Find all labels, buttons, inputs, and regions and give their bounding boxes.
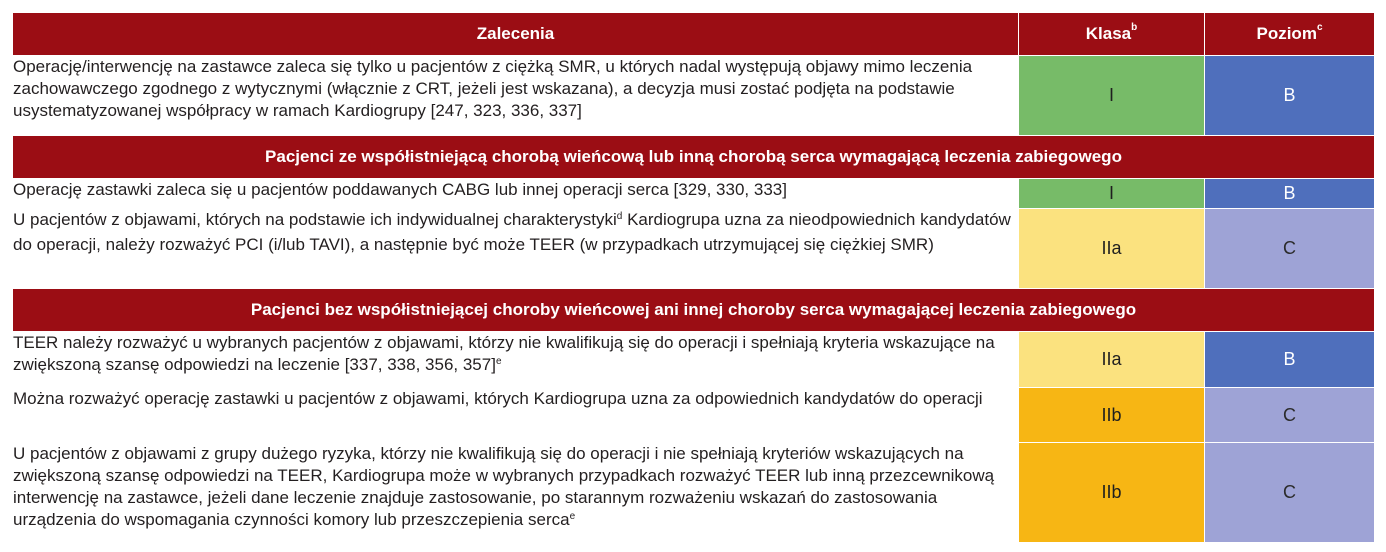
- table-header-row: [13, 13, 1375, 56]
- section-header-row: [13, 136, 1375, 179]
- table-row: [13, 443, 1375, 543]
- table-row: [13, 388, 1375, 443]
- level-cell: C: [1205, 443, 1375, 543]
- level-cell: B: [1205, 332, 1375, 388]
- header-class: Klasa$^b$: [1019, 13, 1205, 56]
- recommendations-table: [12, 12, 1375, 543]
- section-title: Pacjenci bez współistniejącej choroby wieńcowej ani innej choroby serca wymagającej leczenia zabiegowego: [13, 289, 1375, 332]
- recommendation-text: Można rozważyć operację zastawki u pacjentów z objawami, których Kardiogrupa uzna za odpowiednich kandydatów do operacji: [13, 388, 1019, 443]
- level-cell: C: [1205, 388, 1375, 443]
- table-row: [13, 209, 1375, 289]
- recommendation-text: TEER należy rozważyć u wybranych pacjentów z objawami, którzy nie kwalifikują się do operacji i spełniają kryteria wskazujące na zwiększoną szansę odpowiedzi na leczenie [337, 338, 356, 357]$^e$: [13, 332, 1019, 388]
- class-cell: IIb: [1019, 388, 1205, 443]
- class-cell: IIb: [1019, 443, 1205, 543]
- header-recommendations: Zalecenia: [13, 13, 1019, 56]
- header-class-footnote: b: [1131, 22, 1138, 34]
- level-cell: B: [1205, 179, 1375, 209]
- level-cell: B: [1205, 56, 1375, 136]
- class-cell: I: [1019, 56, 1205, 136]
- recommendation-text: Operację/interwencję na zastawce zaleca się tylko u pacjentów z ciężką SMR, u których nadal występują objawy mimo leczenia zachowawczego zgodnego z wytycznymi (włącznie z CRT, jeżeli jest wskazana), a decyzja musi zostać podjęta na podstawie usystematyzowanej współpracy w ramach Kardiogrupy [247, 323, 336, 337]: [13, 56, 1019, 136]
- section-title: Pacjenci ze współistniejącą chorobą wieńcową lub inną chorobą serca wymagającą leczenia zabiegowego: [13, 136, 1375, 179]
- table-row: [13, 332, 1375, 388]
- header-level: Poziom$^c$: [1205, 13, 1375, 56]
- class-cell: IIa: [1019, 209, 1205, 289]
- class-cell: IIa: [1019, 332, 1205, 388]
- recommendation-text: Operację zastawki zaleca się u pacjentów poddawanych CABG lub innej operacji serca [329, 330, 333]: [13, 179, 1019, 209]
- recommendation-text: U pacjentów z objawami, których na podstawie ich indywidualnej charakterystyki$^d$ Kardiogrupa uzna za nieodpowiednich kandydatów do operacji, należy rozważyć PCI (i/lub TAVI), a następnie być może TEER (w przypadkach utrzymującej się ciężkiej SMR): [13, 209, 1019, 289]
- level-cell: C: [1205, 209, 1375, 289]
- footnote-marker: d: [616, 211, 623, 222]
- header-level-footnote: c: [1316, 22, 1323, 34]
- footnote-marker: e: [495, 356, 502, 367]
- class-cell: I: [1019, 179, 1205, 209]
- table-row: [13, 56, 1375, 136]
- footnote-marker: e: [569, 511, 576, 522]
- section-header-row: [13, 289, 1375, 332]
- table-row: [13, 179, 1375, 209]
- recommendation-text: U pacjentów z objawami z grupy dużego ryzyka, którzy nie kwalifikują się do operacji i nie spełniają kryteriów wskazujących na zwiększoną szansę odpowiedzi na TEER, Kardiogrupa może w wybranych przypadkach rozważyć TEER lub inną przezcewnikową interwencję na zastawce, jeżeli dane leczenie znajduje zastosowanie, po starannym rozważeniu wskazań do zastosowania urządzenia do wspomagania czynności komory lub przeszczepienia serca$^e$: [13, 443, 1019, 543]
